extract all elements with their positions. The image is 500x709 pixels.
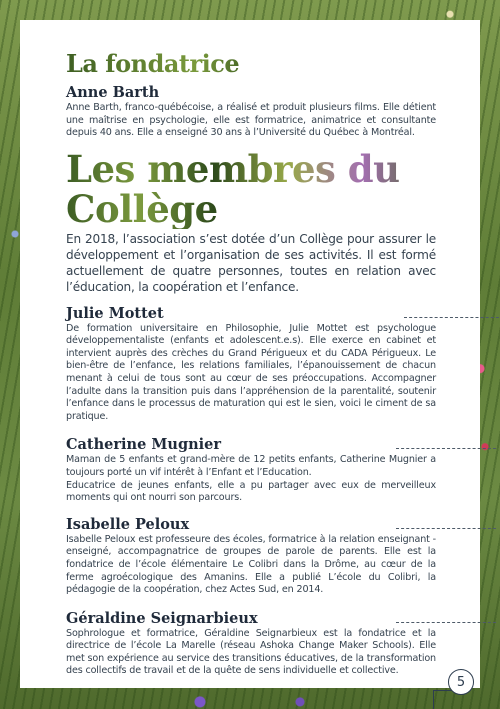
member-block: [66, 436, 436, 504]
member-name: Julie Mottet: [66, 304, 164, 322]
dashed-divider: [396, 622, 496, 623]
dashed-divider: [404, 317, 500, 318]
content-card: [20, 20, 480, 688]
dashed-divider: [396, 528, 496, 529]
founder-name: Anne Barth: [66, 84, 160, 101]
page-number: 5: [456, 674, 466, 690]
college-section-title: Les membres du Collège: [66, 149, 436, 229]
member-name: Isabelle Peloux: [66, 515, 190, 533]
founder-bio: Anne Barth, franco-québécoise, a réalisé et produit plusieurs films. Elle détient une maîtrise en psychologie, elle est formatrice, animatrice et consultante depuis 40 ans. Elle a enseigné 30 ans à l’Université du Québec à Montréal.: [66, 102, 436, 139]
member-block: [66, 516, 436, 597]
member-bio: De formation universitaire en Philosophie, Julie Mottet est psychologue développementaliste (enfants et adolescent.e.s). Elle exerce en cabinet et intervient auprès des crèches du Grand Périgueux et du CADA Périgueux. Le bien-être de l’enfance, les relations familiales, l’épanouissement de chacun menant à celui de tous sont au cœur de ses préoccupations. Accompagner l’adulte dans la transition puis dans l’appréhension de la parentalité, soutenir l’enfance dans le processus de maturation qui est le sien, voici le ciment de sa pratique.: [66, 322, 436, 422]
member-name: Géraldine Seignarbieux: [66, 609, 258, 627]
member-name: Catherine Mugnier: [66, 436, 222, 454]
college-intro: En 2018, l’association s’est dotée d’un Collège pour assurer le développement et l’organisation de ses activités. Il est formé actuellement de quatre personnes, toutes en relation avec l’éducation, la coopération et l’enfance.: [66, 231, 436, 295]
page-number-badge: [448, 669, 474, 695]
content-column: [66, 49, 436, 678]
member-block: [66, 610, 436, 678]
member-bio: Isabelle Peloux est professeure des écoles, formatrice à la relation enseignant - enseigné, accompagnatrice de groupes de parole de parents. Elle est la fondatrice de l’école élémentaire Le Colibri dans la Drôme, au cœur de la ferme agroécologique des Amanins. Elle a publié L’école du Colibri, la pédagogie de la coopération, chez Actes Sud, en 2014.: [66, 533, 436, 596]
member-block: [66, 305, 436, 424]
founder-section-title: La fondatrice: [66, 52, 436, 76]
member-bio: Maman de 5 enfants et grand-mère de 12 petits enfants, Catherine Mugnier a toujours porté un vif intérêt à l’Enfant et l’Education. Educatrice de jeunes enfants, elle a pu partager avec eux de merveilleux moments qui ont nourri son parcours.: [66, 454, 436, 504]
member-bio: Sophrologue et formatrice, Géraldine Seignarbieux est la fondatrice et la directrice de l’école La Marelle (réseau Ashoka Change Maker Schools). Elle met son expérience au service des transitions éducatives, de la transformation des collectifs de travail et de la quête de sens individuelle et collective.: [66, 627, 436, 677]
dashed-divider: [396, 448, 496, 449]
